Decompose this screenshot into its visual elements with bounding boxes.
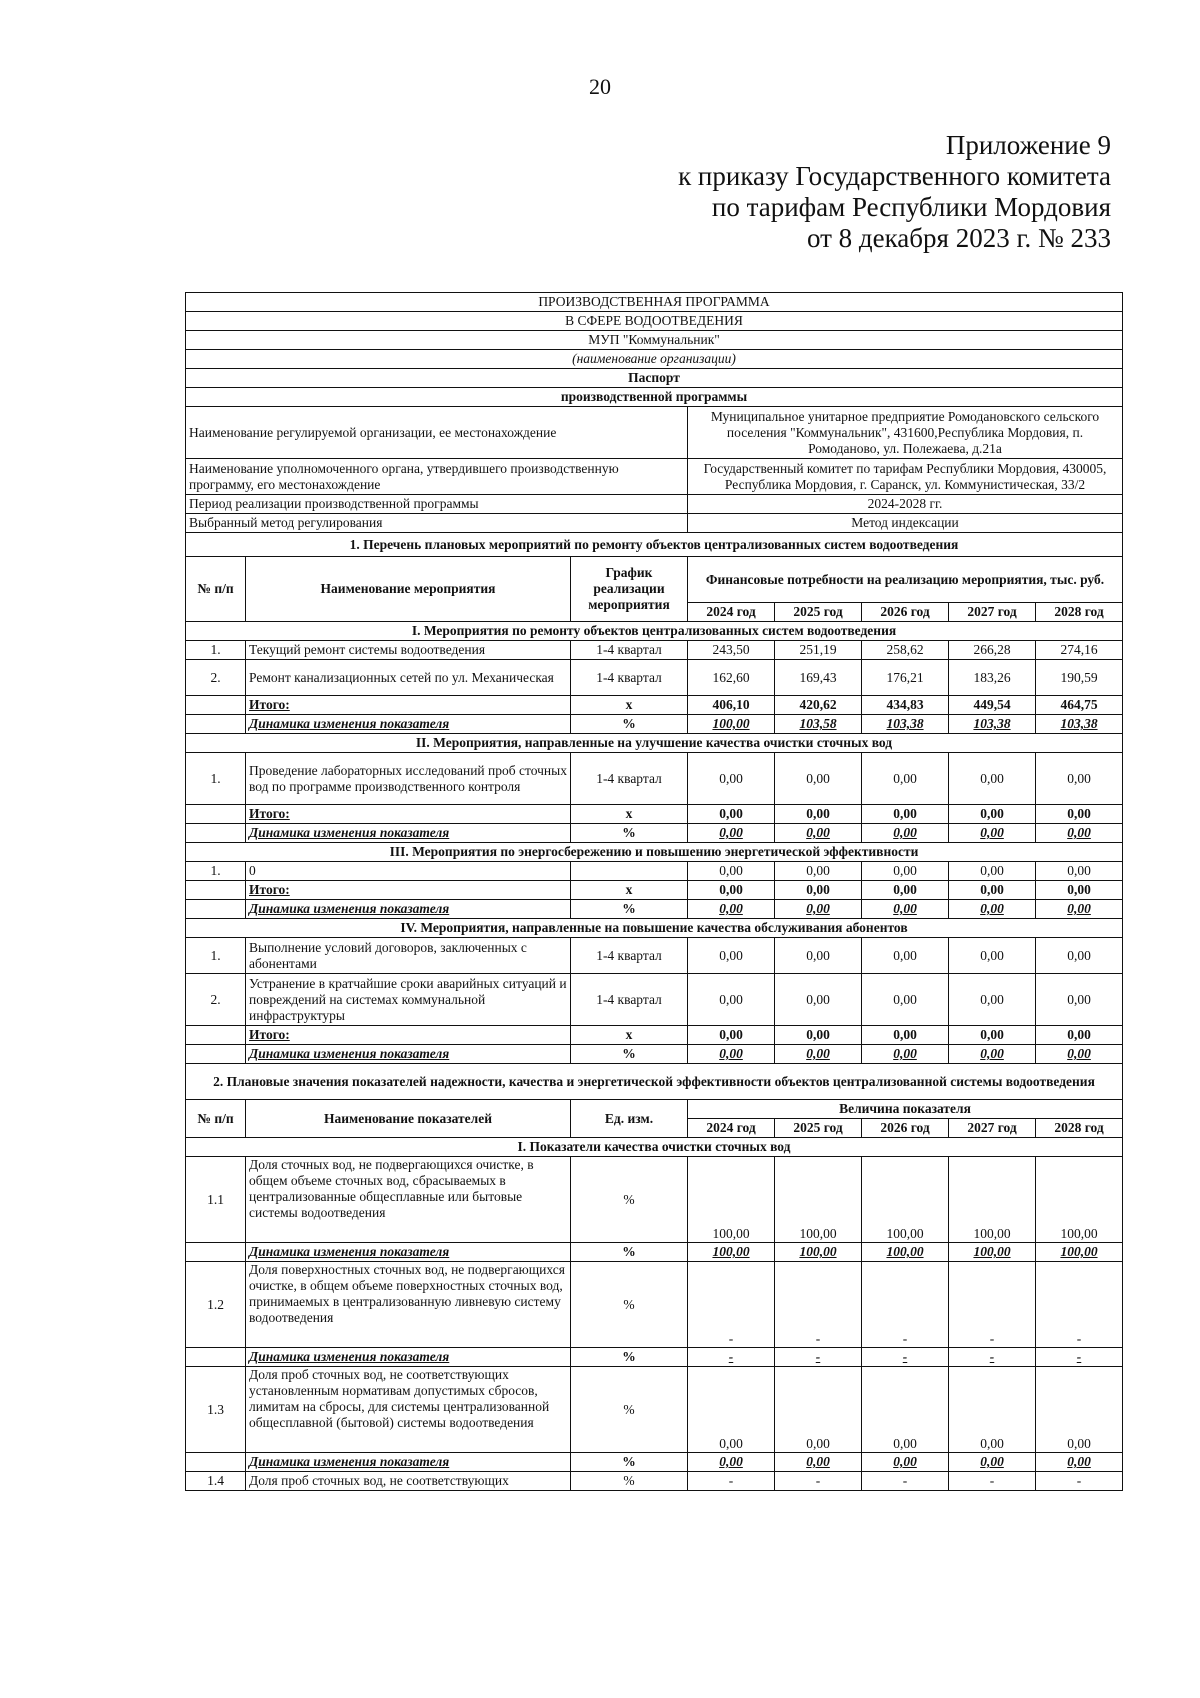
indicator-name: Доля сточных вод, не подвергающихся очистке, в общем объеме сточных вод, сбрасываемых в централизованные общесплавные или бытовые системы водоотведения [246,1157,571,1243]
dynamics-label: Динамика изменения показателя [246,715,571,734]
dynamics-unit: % [571,900,688,919]
measure-row [186,660,1123,696]
measure-value: 0,00 [862,938,949,974]
measure-value: 0,00 [949,938,1036,974]
header-year: 2028 год [1036,1119,1123,1138]
passport-value: Муниципальное унитарное предприятие Ромодановского сельского поселения "Коммунальник", 431600,Республика Мордовия, п. Ромоданово, ул. Полежаева, д.21а [688,407,1123,459]
measure-value: 266,28 [949,641,1036,660]
total-value: 420,62 [775,696,862,715]
section-2-title: 2. Плановые значения показателей надежности, качества и энергетической эффективности объектов централизованной системы водоотведения [186,1064,1123,1100]
indicator-value: 100,00 [775,1157,862,1243]
total-value: 0,00 [688,1026,775,1045]
total-label: Итого: [246,805,571,824]
indicator-row [186,1157,1123,1243]
row-num [186,1348,246,1367]
indicator-name: Доля поверхностных сточных вод, не подвергающихся очистке, в общем объеме поверхностных сточных вод, принимаемых в централизованную ливневую систему водоотведения [246,1262,571,1348]
dynamics-value: 103,38 [1036,715,1123,734]
dynamics-row [186,1453,1123,1472]
program-subtitle: В СФЕРЕ ВОДООТВЕДЕНИЯ [186,312,1123,331]
total-unit: х [571,881,688,900]
passport-label: Выбранный метод регулирования [186,514,688,533]
appendix-heading [678,130,1111,254]
dynamics-value: 0,00 [688,1453,775,1472]
row-num: 2. [186,660,246,696]
dynamics-value: 0,00 [862,1045,949,1064]
dynamics-row [186,715,1123,734]
dynamics-row [186,824,1123,843]
appendix-line-4: от 8 декабря 2023 г. № 233 [806,223,1111,253]
total-value: 0,00 [1036,881,1123,900]
dynamics-label: Динамика изменения показателя [246,1243,571,1262]
dynamics-value: 0,00 [862,824,949,843]
indicator-value: - [688,1472,775,1491]
row-num [186,1453,246,1472]
measure-value: 0,00 [1036,974,1123,1026]
row-num [186,805,246,824]
header-year: 2024 год [688,1119,775,1138]
total-value: 464,75 [1036,696,1123,715]
measure-value: 274,16 [1036,641,1123,660]
dynamics-value: 0,00 [1036,1453,1123,1472]
total-value: 0,00 [1036,805,1123,824]
measure-value: 0,00 [949,974,1036,1026]
dynamics-value: 0,00 [949,900,1036,919]
measure-value: 0,00 [688,974,775,1026]
measure-row [186,862,1123,881]
row-num [186,1045,246,1064]
measure-schedule: 1-4 квартал [571,974,688,1026]
measure-value: 0,00 [688,938,775,974]
total-value: 0,00 [862,881,949,900]
total-row [186,805,1123,824]
measure-value: 0,00 [775,938,862,974]
dynamics-row [186,1348,1123,1367]
appendix-line-1: Приложение 9 [945,130,1111,160]
measure-row [186,974,1123,1026]
measure-value: 0,00 [775,974,862,1026]
measure-name: 0 [246,862,571,881]
dynamics-value: 0,00 [775,1045,862,1064]
dynamics-value: 103,58 [775,715,862,734]
indicator-row [186,1262,1123,1348]
dynamics-value: 0,00 [775,1453,862,1472]
row-num [186,715,246,734]
program-table [185,292,1123,1491]
section-1-title: 1. Перечень плановых мероприятий по ремонту объектов централизованных систем водоотведения [186,533,1123,557]
total-unit: х [571,1026,688,1045]
measure-row [186,753,1123,805]
total-row [186,696,1123,715]
row-num: 1. [186,938,246,974]
dynamics-unit: % [571,1045,688,1064]
total-value: 434,83 [862,696,949,715]
total-unit: х [571,805,688,824]
dynamics-value: 0,00 [688,900,775,919]
total-row [186,881,1123,900]
dynamics-unit: % [571,1348,688,1367]
total-value: 0,00 [949,881,1036,900]
row-num [186,1243,246,1262]
header-measure-name: Наименование мероприятия [246,557,571,622]
measure-value: 0,00 [775,862,862,881]
indicator-value: - [775,1472,862,1491]
measure-schedule: 1-4 квартал [571,641,688,660]
dynamics-unit: % [571,715,688,734]
program-table-body [186,293,1123,1491]
row-num: 1. [186,753,246,805]
indicator-value: 100,00 [1036,1157,1123,1243]
measure-value: 0,00 [949,862,1036,881]
header-value: Величина показателя [688,1100,1123,1119]
measure-row [186,641,1123,660]
dynamics-value: - [775,1348,862,1367]
measure-value: 0,00 [862,974,949,1026]
total-value: 0,00 [949,1026,1036,1045]
measure-value: 169,43 [775,660,862,696]
passport-row [186,407,1123,459]
dynamics-row [186,900,1123,919]
dynamics-label: Динамика изменения показателя [246,1453,571,1472]
organization-name: МУП "Коммунальник" [186,331,1123,350]
dynamics-value: 0,00 [775,824,862,843]
row-num: 1.1 [186,1157,246,1243]
total-value: 0,00 [688,881,775,900]
dynamics-value: 0,00 [949,824,1036,843]
row-num [186,900,246,919]
total-value: 0,00 [775,1026,862,1045]
indicator-value: - [1036,1262,1123,1348]
indicator-value: - [862,1262,949,1348]
header-year: 2024 год [688,603,775,622]
dynamics-label: Динамика изменения показателя [246,824,571,843]
total-value: 0,00 [1036,1026,1123,1045]
indicator-value: 0,00 [1036,1367,1123,1453]
measure-value: 176,21 [862,660,949,696]
measure-name: Выполнение условий договоров, заключенных с абонентами [246,938,571,974]
dynamics-value: - [862,1348,949,1367]
dynamics-value: 0,00 [688,824,775,843]
indicator-value: 100,00 [949,1157,1036,1243]
dynamics-value: 0,00 [1036,824,1123,843]
dynamics-value: 103,38 [949,715,1036,734]
dynamics-value: 0,00 [949,1045,1036,1064]
page-number: 20 [589,74,611,99]
group-title: I. Показатели качества очистки сточных вод [186,1138,1123,1157]
header-year: 2026 год [862,603,949,622]
indicator-value: - [688,1262,775,1348]
measure-value: 258,62 [862,641,949,660]
header-num: № п/п [186,1100,246,1138]
indicator-name: Доля проб сточных вод, не соответствующих установленным нормативам допустимых сбросов, лимитам на сбросы, для системы централизованной общесплавной (бытовой) системы водоотведения [246,1367,571,1453]
dynamics-value: 0,00 [1036,900,1123,919]
dynamics-value: - [688,1348,775,1367]
total-value: 0,00 [862,1026,949,1045]
header-num: № п/п [186,557,246,622]
measure-value: 251,19 [775,641,862,660]
measure-name: Проведение лабораторных исследований проб сточных вод по программе производственного контроля [246,753,571,805]
indicator-row [186,1472,1123,1491]
measure-value: 190,59 [1036,660,1123,696]
indicator-unit: % [571,1157,688,1243]
dynamics-value: 0,00 [862,900,949,919]
row-num [186,1026,246,1045]
passport-label: Период реализации производственной программы [186,495,688,514]
measure-name: Текущий ремонт системы водоотведения [246,641,571,660]
measure-value: 162,60 [688,660,775,696]
measure-value: 0,00 [775,753,862,805]
measure-schedule [571,862,688,881]
header-year: 2028 год [1036,603,1123,622]
indicator-value: 0,00 [775,1367,862,1453]
measure-value: 0,00 [688,862,775,881]
dynamics-label: Динамика изменения показателя [246,900,571,919]
total-value: 0,00 [775,805,862,824]
measure-value: 0,00 [1036,938,1123,974]
dynamics-value: 100,00 [775,1243,862,1262]
measure-value: 0,00 [862,753,949,805]
row-num [186,824,246,843]
row-num: 1.2 [186,1262,246,1348]
header-year: 2025 год [775,603,862,622]
measure-value: 0,00 [949,753,1036,805]
indicator-value: - [862,1472,949,1491]
indicator-value: 100,00 [688,1157,775,1243]
indicator-value: 100,00 [862,1157,949,1243]
header-year: 2027 год [949,1119,1036,1138]
passport-subtitle: производственной программы [186,388,1123,407]
passport-row [186,495,1123,514]
dynamics-value: 0,00 [949,1453,1036,1472]
total-label: Итого: [246,696,571,715]
dynamics-value: - [949,1348,1036,1367]
measure-name: Ремонт канализационных сетей по ул. Механическая [246,660,571,696]
appendix-line-3: по тарифам Республики Мордовия [711,192,1111,222]
measure-schedule: 1-4 квартал [571,660,688,696]
row-num: 1.4 [186,1472,246,1491]
dynamics-value: 100,00 [688,1243,775,1262]
group-title: III. Мероприятия по энергосбережению и повышению энергетической эффективности [186,843,1123,862]
measure-value: 0,00 [1036,862,1123,881]
measure-value: 0,00 [1036,753,1123,805]
measure-value: 0,00 [862,862,949,881]
total-value: 0,00 [688,805,775,824]
row-num: 1.3 [186,1367,246,1453]
indicator-unit: % [571,1367,688,1453]
indicator-value: - [1036,1472,1123,1491]
dynamics-value: 100,00 [862,1243,949,1262]
total-value: 0,00 [949,805,1036,824]
row-num: 1. [186,641,246,660]
dynamics-value: 103,38 [862,715,949,734]
indicator-unit: % [571,1262,688,1348]
passport-row [186,459,1123,495]
indicator-row [186,1367,1123,1453]
organization-note: (наименование организации) [186,350,1123,369]
indicator-value: 0,00 [688,1367,775,1453]
production-program-document [185,292,1122,1491]
passport-value: 2024-2028 гг. [688,495,1123,514]
indicator-name: Доля проб сточных вод, не соответствующих [246,1472,571,1491]
measure-value: 243,50 [688,641,775,660]
group-title: I. Мероприятия по ремонту объектов централизованных систем водоотведения [186,622,1123,641]
group-title: IV. Мероприятия, направленные на повышение качества обслуживания абонентов [186,919,1123,938]
measure-schedule: 1-4 квартал [571,753,688,805]
row-num [186,696,246,715]
dynamics-value: 100,00 [1036,1243,1123,1262]
row-num [186,881,246,900]
header-indicator-name: Наименование показателей [246,1100,571,1138]
passport-label: Наименование регулируемой организации, ее местонахождение [186,407,688,459]
appendix-line-2: к приказу Государственного комитета [678,161,1111,191]
dynamics-label: Динамика изменения показателя [246,1045,571,1064]
indicator-value: - [949,1472,1036,1491]
header-year: 2027 год [949,603,1036,622]
total-value: 0,00 [775,881,862,900]
dynamics-label: Динамика изменения показателя [246,1348,571,1367]
row-num: 1. [186,862,246,881]
dynamics-value: 0,00 [688,1045,775,1064]
total-row [186,1026,1123,1045]
indicator-value: - [949,1262,1036,1348]
total-unit: х [571,696,688,715]
header-unit: Ед. изм. [571,1100,688,1138]
dynamics-value: 0,00 [862,1453,949,1472]
indicator-unit: % [571,1472,688,1491]
dynamics-unit: % [571,1453,688,1472]
total-value: 406,10 [688,696,775,715]
indicator-value: 0,00 [862,1367,949,1453]
row-num: 2. [186,974,246,1026]
measure-value: 183,26 [949,660,1036,696]
measure-name: Устранение в кратчайшие сроки аварийных ситуаций и повреждений на системах коммунальной инфраструктуры [246,974,571,1026]
passport-value: Метод индексации [688,514,1123,533]
program-title: ПРОИЗВОДСТВЕННАЯ ПРОГРАММА [186,293,1123,312]
indicator-value: - [775,1262,862,1348]
dynamics-row [186,1243,1123,1262]
header-year: 2025 год [775,1119,862,1138]
passport-row [186,514,1123,533]
indicator-value: 0,00 [949,1367,1036,1453]
group-title: II. Мероприятия, направленные на улучшение качества очистки сточных вод [186,734,1123,753]
dynamics-value: 100,00 [688,715,775,734]
passport-title: Паспорт [186,369,1123,388]
dynamics-row [186,1045,1123,1064]
measure-row [186,938,1123,974]
total-label: Итого: [246,881,571,900]
total-value: 449,54 [949,696,1036,715]
header-year: 2026 год [862,1119,949,1138]
dynamics-value: 100,00 [949,1243,1036,1262]
passport-label: Наименование уполномоченного органа, утвердившего производственную программу, его местонахождение [186,459,688,495]
header-finance: Финансовые потребности на реализацию мероприятия, тыс. руб. [688,557,1123,603]
dynamics-value: 0,00 [775,900,862,919]
measure-schedule: 1-4 квартал [571,938,688,974]
dynamics-unit: % [571,1243,688,1262]
total-label: Итого: [246,1026,571,1045]
dynamics-unit: % [571,824,688,843]
passport-value: Государственный комитет по тарифам Республики Мордовия, 430005, Республика Мордовия, г. Саранск, ул. Коммунистическая, 33/2 [688,459,1123,495]
header-schedule: График реализации мероприятия [571,557,688,622]
dynamics-value: - [1036,1348,1123,1367]
dynamics-value: 0,00 [1036,1045,1123,1064]
measure-value: 0,00 [688,753,775,805]
total-value: 0,00 [862,805,949,824]
